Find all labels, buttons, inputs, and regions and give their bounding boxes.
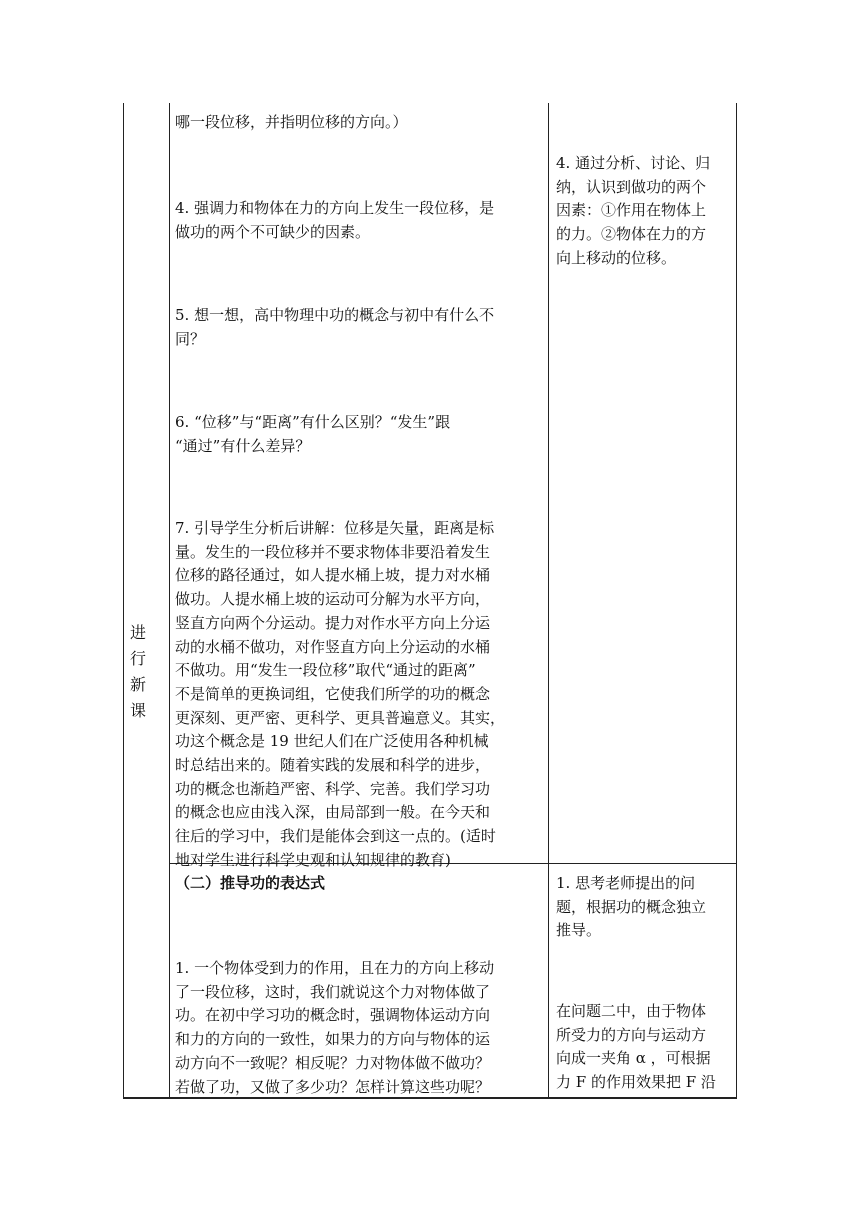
table-divider-2: [548, 103, 549, 1098]
paragraph-6: 6. “位移”与“距离”有什么区别？“发生”跟 “通过”有什么差异？: [175, 413, 451, 455]
section-label: 进 行 新 课: [129, 623, 146, 720]
paragraph-top: 哪一段位移，并指明位移的方向。）: [175, 113, 408, 131]
table-left-border: [123, 103, 124, 1098]
paragraph-5: 5. 想一想，高中物理中功的概念与初中有什么不 同？: [175, 306, 495, 348]
paragraph-4: 4. 强调力和物体在力的方向上发生一段位移，是 做功的两个不可缺少的因素。: [175, 199, 495, 241]
student-activity-s2-note: 在问题二中，由于物体 所受力的方向与运动方 向成一夹角 α ，可根据 力 F 的作用效果把 F 沿: [556, 1002, 716, 1092]
section-2-paragraph-1: 1. 一个物体受到力的作用，且在力的方向上移动 了一段位移，这时，我们就说这个力对物体做了 功。在初中学习功的概念时，强调物体运动方向 和力的方向的一致性，如果力的方向与物体的运 动方向不一致呢？相反呢？力对物体做不做功？ 若做了功，又做了多少功？怎样计算这些功呢？: [175, 959, 495, 1096]
table-divider-1: [169, 103, 170, 1098]
paragraph-7: 7. 引导学生分析后讲解：位移是矢量，距离是标 量。发生的一段位移并不要求物体非要沿着发生 位移的路径通过，如人提水桶上坡，提力对水桶 做功。人提水桶上坡的运动可分解为水平方向， 竖直方向两个分运动。提力对作水平方向上分运 动的水桶不做功，对作竖直方向上分运动的水桶 不做功。用“发生一段位移”取代“通过的距离” 不是简单的更换词组，它使我们所学的功的概念 更深刻、更严密、更科学、更具普遍意义。其实， 功这个概念是 19 世纪人们在广泛使用各种机械 时总结出来的。随着实践的发展和科学的进步， 功的概念也渐趋严密、科学、完善。我们学习功 的概念也应由浅入深，由局部到一般。在今天和 往后的学习中，我们是能体会到这一点的。(适时 地对学生进行科学史观和认知规律的教育): [175, 519, 506, 869]
student-activity-4: 4. 通过分析、讨论、归 纳，认识到做功的两个 因素：①作用在物体上 的力。②物体在力的方 向上移动的位移。: [556, 154, 711, 267]
table-right-border: [736, 103, 737, 1098]
student-activity-s2-1: 1. 思考老师提出的问 题，根据功的概念独立 推导。: [556, 874, 707, 940]
section-2-heading: （二）推导功的表达式: [175, 874, 326, 892]
